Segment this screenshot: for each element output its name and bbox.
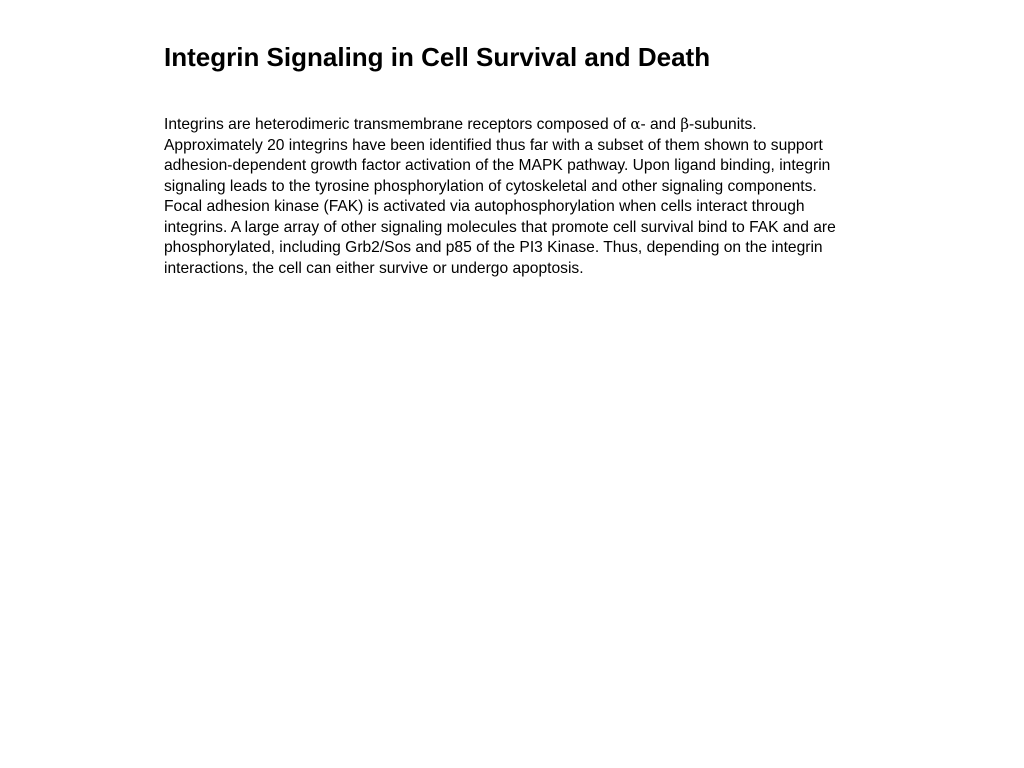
body-line-2: Approximately 20 integrins have been identified thus far with a subset of them shown to support — [164, 136, 823, 154]
body-line-8: interactions, the cell can either survive or undergo apoptosis. — [164, 259, 584, 277]
body-line-1 — [164, 114, 924, 136]
body-line-7: phosphorylated, including Grb2/Sos and p85 of the PI3 Kinase. Thus, depending on the integrin — [164, 239, 823, 256]
body-line-1-start: Integrins are heterodimeric transmembrane receptors composed of — [164, 116, 631, 133]
body-line-3: adhesion-dependent growth factor activation of the MAPK pathway. Upon ligand binding, integrin — [164, 157, 831, 174]
slide-body-paragraph — [164, 114, 924, 279]
beta-symbol: β — [680, 115, 690, 133]
body-line-4: signaling leads to the tyrosine phosphorylation of cytoskeletal and other signaling components. — [164, 177, 817, 195]
body-line-1-middle: - and — [640, 116, 681, 133]
alpha-symbol: α — [630, 115, 641, 133]
body-line-1-end: -subunits. — [689, 116, 757, 133]
slide-title: Integrin Signaling in Cell Survival and Death — [164, 42, 711, 72]
body-line-6: integrins. A large array of other signaling molecules that promote cell survival bind to FAK and are — [164, 218, 836, 236]
body-line-5: Focal adhesion kinase (FAK) is activated via autophosphorylation when cells interact through — [164, 198, 805, 215]
